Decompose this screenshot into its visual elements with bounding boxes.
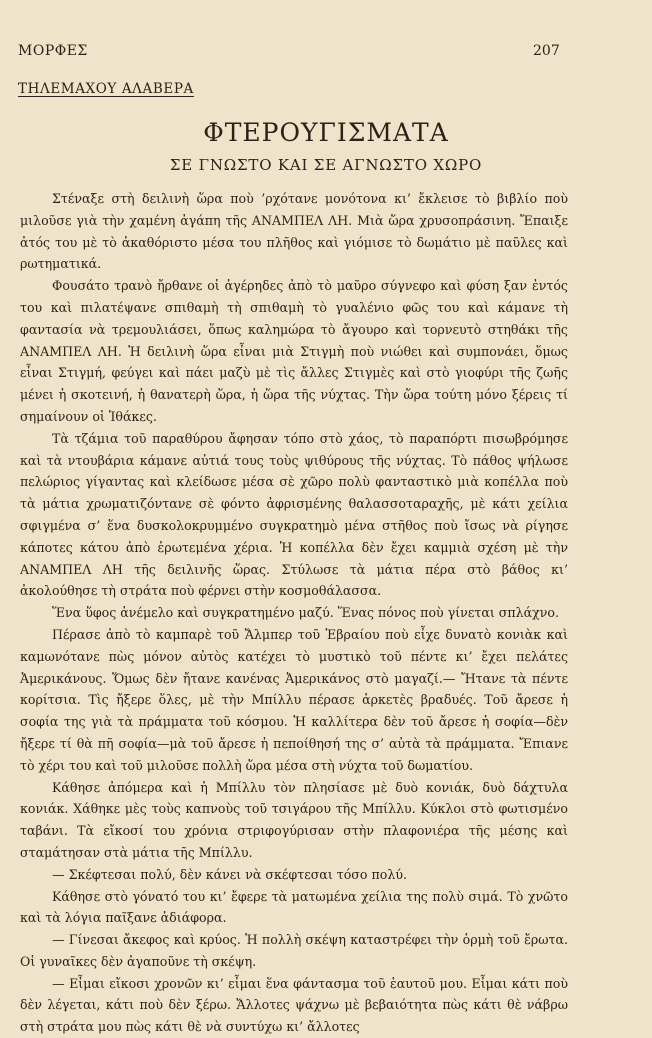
paragraph: Κάθησε στὸ γόνατό του κι’ ἔφερε τὰ ματωμένα χείλια της πολὺ σιμά. Τὸ χνῶτο καὶ τὰ λόγια παῖξανε ἀδιάφορα. — [20, 888, 568, 926]
article-title: ΦΤΕΡΟΥΓΙΣΜΑΤΑ — [203, 118, 449, 147]
dialogue-line: — Εἶμαι εἴκοσι χρονῶν κι’ εἶμαι ἕνα φάντασμα τοῦ ἑαυτοῦ μου. Εἶμαι κάτι ποὺ δὲν λέγεται, κάτι ποὺ δὲν ξέρω. Ἄλλοτες ψάχνω μὲ βεβαιότητα πὼς κάτι θὲ νάβρω στὴ στράτα μου πὼς κάτι θὲ νὰ συντύχω κι’ ἄλλοτες — [20, 975, 568, 1035]
article-subtitle: ΣΕ ΓΝΩΣΤΟ ΚΑΙ ΣΕ ΑΓΝΩΣΤΟ ΧΩΡΟ — [169, 156, 483, 174]
paragraph: Πέρασε ἀπὸ τὸ καμπαρὲ τοῦ Ἄλμπερ τοῦ Ἐβραίου ποὺ εἶχε δυνατὸ κονιὰκ καὶ καμωνότανε πὼς μόνον αὐτὸς κατέχει τὸ μυστικὸ τοῦ πέντε κι’ ἔχει πελάτες Ἀμερικάνους. Ὅμως δὲν ἤτανε κανένας Ἀμερικάνος στὸ μαγαζί.— Ἤτανε τὰ πέντε κορίτσια. Τὶς ἤξερε ὅλες, μὲ τὴν Μπίλλυ πέρασε ἀρκετὲς βραδυές. Τοῦ ἄρεσε ἡ σοφία της γιὰ τὰ πράμματα τοῦ κόσμου. Ἡ καλλίτερα δὲν τοῦ ἄρεσε ἡ σοφία—δὲν ἤξερε τί θὰ πῆ σοφία—μὰ τοῦ ἄρεσε ἡ πεποίθησή της σ’ αὐτὰ τὰ πράμματα. Ἔπιανε τὸ χέρι του καὶ τοῦ μιλοῦσε πολλὴ ὥρα μέσα στὴ νύχτα τοῦ δωματίου. — [20, 626, 568, 773]
paragraph: Τὰ τζάμια τοῦ παραθύρου ἄφησαν τόπο στὸ χάος, τὸ παραπόρτι πισωβρόμησε καὶ τὰ ντουβάρια κάμανε αὐτιά τους τοὺς ψιθύρους τῆς νύχτας. Τὸ πάθος ψήλωσε πελώριος γίγαντας καὶ κλείδωσε μέσα σὲ χῶρο πολὺ φανταστικὸ μιὰ κοπέλλα ποὺ τὰ μάτια χρωματιζόντανε σὲ φόντο ἀφρισμένης θαλασσοταραχῆς, μὲ κάτι χείλια σφιγμένα σ’ ἕνα δυσκολοκρυμμένο συγκρατημὸ μένα στῆθος ποὺ ἴσως νὰ ρίγησε κάποτες κάτου ἀπὸ ἐρωτεμένα χέρια. Ἡ κοπέλλα δὲν ἔχει καμμιὰ σχέση μὲ τὴν ΑΝΑΜΠΕΛ ΛΗ τῆς δειλινῆς ὥρας. Στύλωσε τὰ μάτια πέρα στὸ βάθος κι’ ἀκολούθησε τὴ στράτα ποὺ φέρνει στὴν κοσμοθάλασσα. — [20, 430, 568, 599]
paragraph: Φουσάτο τρανὸ ἤρθανε οἱ ἀγέρηδες ἀπὸ τὸ μαῦρο σύγνεφο καὶ φύση ξαν ἐντός του καὶ πιλατέψανε σπιθαμὴ τὴ σπιθαμὴ τὸ γυαλένιο φῶς του καὶ κάμανε τὴ φαντασία νὰ τρεμουλιάσει, ὅπως καλημώρα τὸ ἄγουρο καὶ τορνευτὸ στηθάκι τῆς ΑΝΑΜΠΕΛ ΛΗ. Ἡ δειλινὴ ὥρα εἶναι μιὰ Στιγμὴ ποὺ νιώθει καὶ συμπονάει, ὅμως εἶναι Στιγμή, φεύγει καὶ πάει μαζὺ μὲ τὶς ἄλλες Στιγμὲς καὶ στὸ γιοφύρι τῆς ζωῆς μένει ἡ σκοτεινή, ἡ θανατερὴ ὥρα, ἡ ὥρα τῆς νύχτας. Τὴν ὥρα τούτη μόνο ξέρεις τί σημαίνουν οἱ Ἰθάκες. — [20, 278, 568, 424]
paragraph: Κάθησε ἀπόμερα καὶ ἡ Μπίλλυ τὸν πλησίασε μὲ δυὸ κονιάκ, δυὸ δάχτυλα κονιάκ. Χάθηκε μὲς τοὺς καπνοὺς τοῦ τσιγάρου τῆς Μπίλλυ. Κύκλοι στὸ φωτισμένο ταβάνι. Τὰ εἴκοσί του χρόνια στριφογύρισαν στὴν πλαφονιέρα τῆς μέσης καὶ σταμάτησαν στὰ μάτια τῆς Μπίλλυ. — [20, 779, 568, 860]
dialogue-line: — Γίνεσαι ἄκεφος καὶ κρύος. Ἡ πολλὴ σκέψη καταστρέφει τὴν ὁρμὴ τοῦ ἔρωτα. Οἱ γυναῖκες δὲν ἀγαποῦνε τὴ σκέψη. — [20, 932, 568, 969]
paragraph: Ἕνα ὕφος ἀνέμελο καὶ συγκρατημένο μαζύ. Ἕνας πόνος ποὺ γίνεται σπλάχνο. — [52, 605, 559, 621]
author-name: ΤΗΛΕΜΑΧΟΥ ΑΛΑΒΕΡΑ — [18, 81, 194, 97]
dialogue-line: — Σκέφτεσαι πολύ, δὲν κάνει νὰ σκέφτεσαι τόσο πολύ. — [52, 866, 407, 882]
paragraph: Στέναξε στὴ δειλινὴ ὥρα ποὺ ’ρχότανε μονότονα κι’ ἔκλεισε τὸ βιβλίο ποὺ μιλοῦσε γιὰ τὴν χαμένη ἀγάπη τῆς ΑΝΑΜΠΕΛ ΛΗ. Μιὰ ὥρα χρυσοπράσινη. Ἔπαιξε ἀτός του μὲ τὸ ἀκαθόριστο μέσα του πλῆθος καὶ γιόμισε τὸ δωμάτιο μὲ παῦλες καὶ ρωτηματικά. — [20, 191, 568, 272]
page-number: 207 — [533, 43, 560, 59]
running-head: ΜΟΡΦΕΣ — [18, 43, 88, 59]
article-body — [20, 188, 568, 1038]
